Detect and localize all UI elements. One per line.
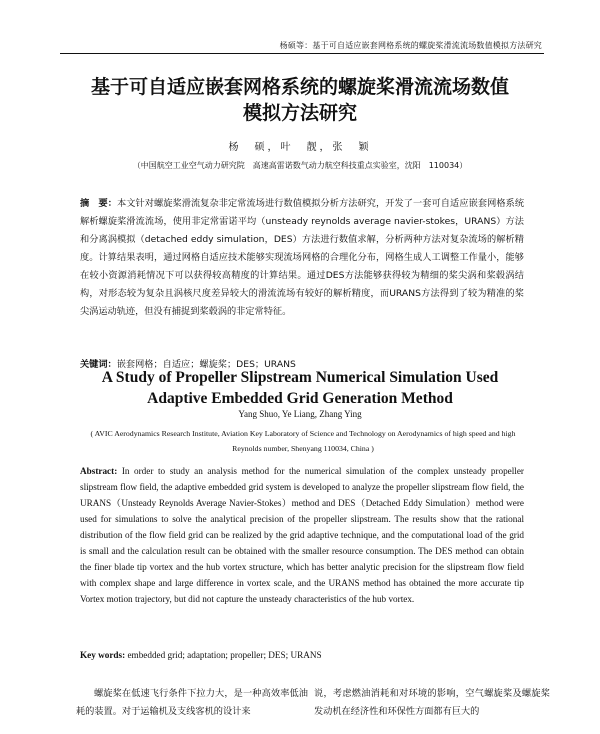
body-right-column: 说，考虑燃油消耗和对环境的影响，空气螺旋桨及螺旋桨发动机在经济性和环保性方面都有巨大的 [314, 688, 550, 717]
chinese-authors: 杨 硕，叶 靓，张 颖 [228, 142, 372, 153]
english-abstract [80, 463, 524, 607]
english-keywords [80, 647, 524, 663]
chinese-abstract-label: 摘 要： [80, 198, 118, 209]
english-keywords-text: embedded grid; adaptation; propeller; DES; URANS [125, 650, 322, 660]
chinese-keywords-label: 关键词： [80, 359, 117, 370]
body-left-column: 螺旋桨在低速飞行条件下拉力大，是一种高效率低油耗的装置。对于运输机及支线客机的设计来 [76, 688, 308, 717]
chinese-title-line-2: 模拟方法研究 [242, 102, 357, 124]
english-affiliation: ( AVIC Aerodynamics Research Institute, Aviation Key Laboratory of Science and Technology on Aerodynamics of high speed and high Reynolds number, Shenyang 110034, China ) [90, 429, 516, 453]
english-authors: Yang Shuo, Ye Liang, Zhang Ying [238, 409, 362, 419]
running-head: 杨硕等：基于可自适应嵌套网格系统的螺旋桨滑流流场数值模拟方法研究 [279, 41, 542, 50]
chinese-abstract-text: 本文针对螺旋桨滑流复杂非定常流场进行数值模拟分析方法研究，开发了一套可自适应嵌套网格系统解析螺旋桨滑流流场，使用非定常雷诺平均（unsteady reynolds average navier-stokes，URANS）方法和分离涡模拟（detached eddy simulation，DES）方法进行数值求解，分析两种方法对复杂流场的解析精度。计算结果表明，通过网格自适应技术能够实现流场网格的合理化分布，网格生成人工调整工作量小，能够在较小资源消耗情况下可以获得较高精度的计算结果。通过DES方法能够获得较为精细的桨尖涡和桨毂涡结构，对形态较为复杂且涡核尺度差异较大的滑流流场有较好的解析精度，而URANS方法得到了较为精准的桨尖涡运动轨迹，但没有捕捉到桨毂涡的非定常特征。 [80, 198, 525, 317]
chinese-abstract [80, 195, 524, 321]
chinese-title [0, 74, 600, 126]
english-keywords-label: Key words: [80, 650, 126, 660]
chinese-affiliation: （中国航空工业空气动力研究院 高速高雷诺数气动力航空科技重点实验室，沈阳 110034） [132, 161, 468, 170]
english-title-line-1: A Study of Propeller Slipstream Numerical Simulation Used [101, 369, 499, 386]
english-title-line-2: Adaptive Embedded Grid Generation Method [147, 390, 453, 407]
chinese-title-line-1: 基于可自适应嵌套网格系统的螺旋桨滑流流场数值 [90, 76, 509, 98]
english-abstract-label: Abstract: [80, 466, 118, 476]
english-title [0, 367, 600, 409]
chinese-keywords-text: 嵌套网格；自适应；螺旋桨；DES；URANS [116, 359, 296, 370]
english-abstract-text: In order to study an analysis method for the numerical simulation of the complex unsteady propeller slipstream flow field, the adaptive embedded grid system is developed to analyze the propeller slipstream flow field, the URANS（Unsteady Reynolds Average Navier-Stokes）method and DES（Detached Eddy Simulation）method were used for simulations to solve the analytical precision of the propeller slipstream. The results show that the rational distribution of the flow field grid can be realized by the grid adaptive technique, and the computational load of the grid is small and the calculation result can be obtained with the smaller resource consumption. The DES method can obtain the finer blade tip vortex and the hub vortex structure, which has better analytic precision for the slipstream flow field with complex shape and large difference in vortex scale, and the URANS method has obtained the more accurate tip Vortex motion trajectory, but did not capture the unsteady characteristics of the hub vortex. [80, 466, 524, 604]
header-rule [60, 53, 544, 54]
